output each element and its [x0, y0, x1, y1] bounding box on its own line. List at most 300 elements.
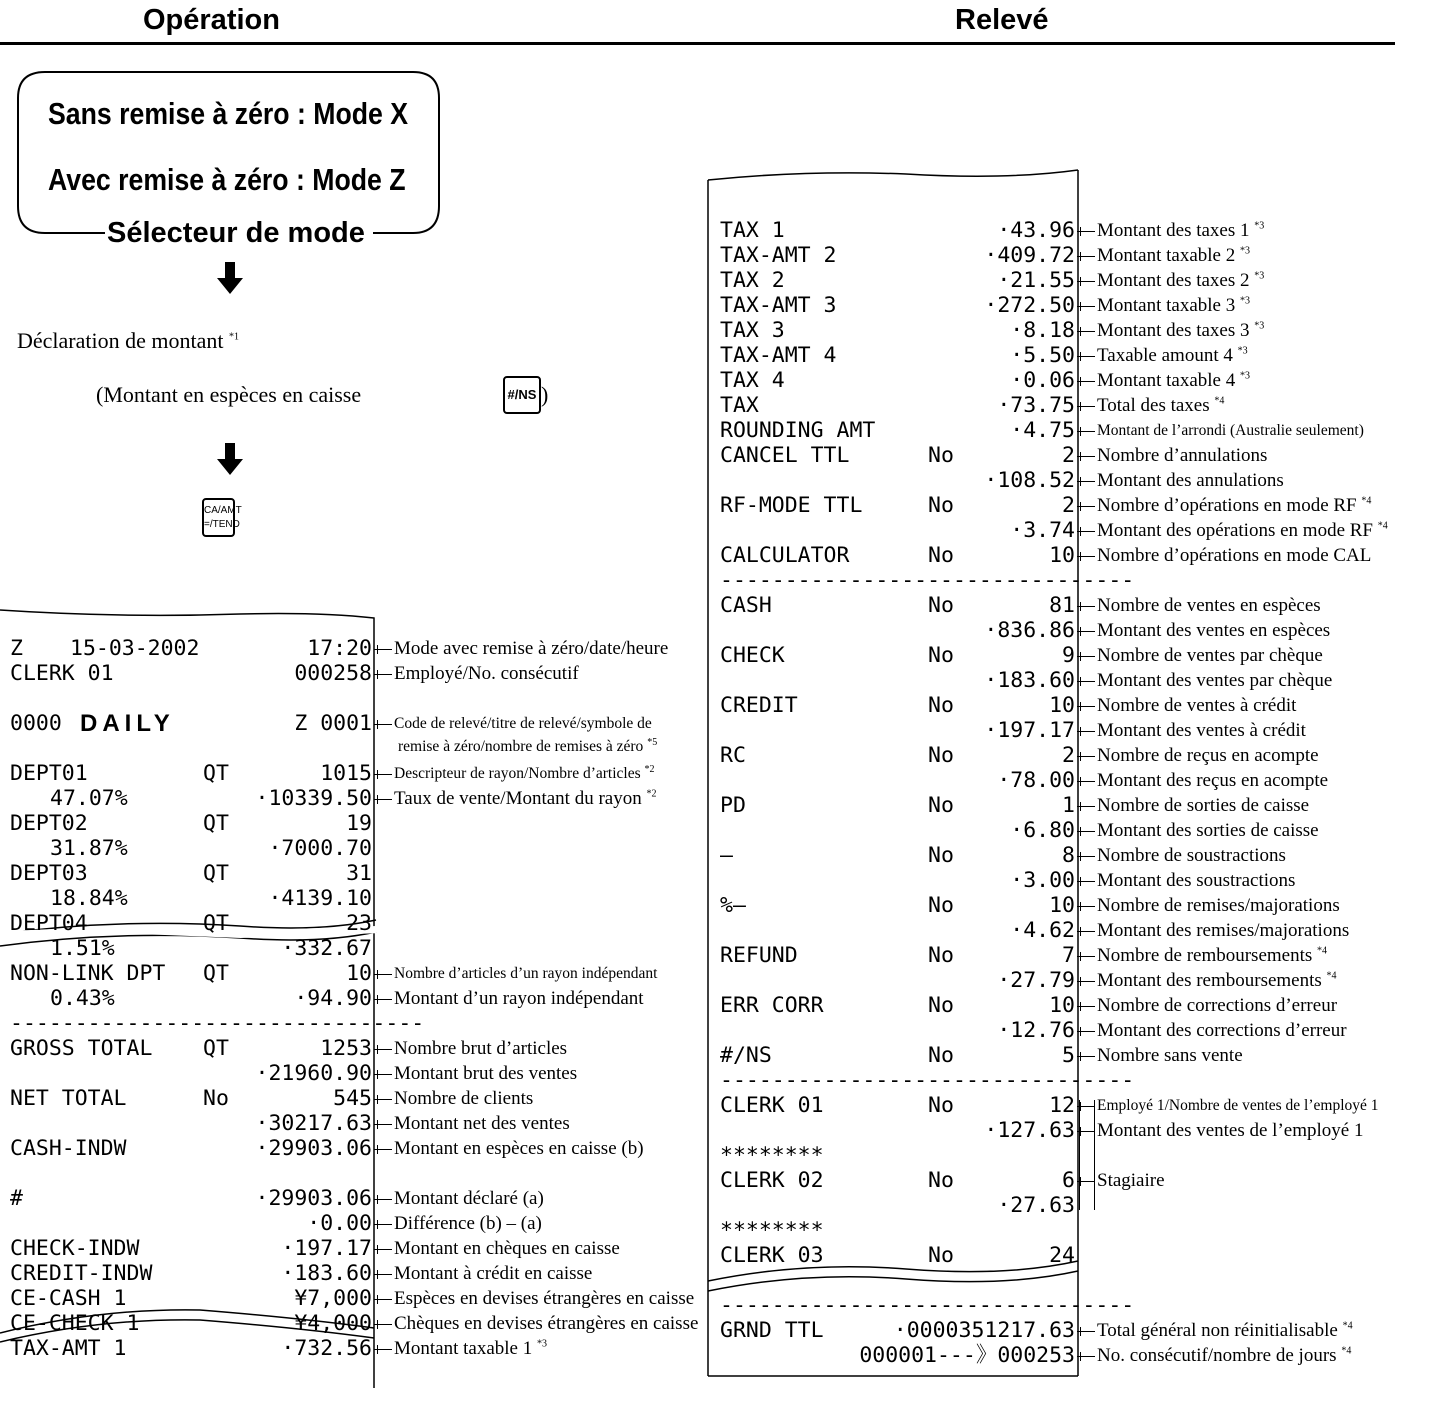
receipt-item-qualifier: No [928, 1168, 954, 1193]
receipt-item-label: ******** [720, 1143, 824, 1168]
receipt-item-value: 1 [1062, 793, 1075, 818]
receipt-item-label: CANCEL TTL [720, 443, 850, 468]
footnote-marker: *2 [644, 763, 655, 775]
annotation-label [394, 1261, 592, 1286]
annotation-text: Montant des remises/majorations [1097, 920, 1350, 941]
annotation-text: Montant des remboursements [1097, 970, 1322, 991]
receipt-row [10, 836, 372, 861]
annotation-label [1097, 343, 1248, 368]
annotation-text: Différence (b) – (a) [394, 1213, 542, 1234]
annotation-label [394, 986, 644, 1011]
annotation-text: Nombre de remboursements [1097, 945, 1313, 966]
annotation-text: Montant des reçus en acompte [1097, 770, 1329, 791]
annotation-text: Code de relevé/titre de relevé/symbole de [394, 715, 652, 732]
receipt-row [10, 861, 372, 886]
receipt-item-qualifier: QT [203, 761, 229, 786]
annotation-text: Montant des ventes par chèque [1097, 670, 1333, 691]
leader-tick [377, 970, 378, 979]
receipt-item-value: ·7000.70 [268, 836, 372, 861]
down-arrow-icon [215, 443, 245, 477]
footnote-marker: *4 [1342, 1320, 1353, 1332]
receipt-item-label: CLERK 03 [720, 1243, 824, 1268]
leader-tick [377, 995, 378, 1004]
annotation-label [1097, 293, 1250, 318]
receipt-item-value: 000258 [294, 661, 372, 686]
receipt-item-value: 17:20 [307, 636, 372, 661]
receipt-row [10, 811, 372, 836]
annotation-text: Montant des taxes 1 [1097, 220, 1250, 241]
receipt-item-label: CASH-INDW [10, 1136, 127, 1161]
annotation-label [394, 1211, 542, 1236]
receipt-item-value: ·10339.50 [255, 786, 372, 811]
receipt-item-value: ·197.17 [984, 718, 1075, 743]
receipt-item-qualifier: No [928, 643, 954, 668]
annotation-text: Montant des annulations [1097, 470, 1284, 491]
annotation-label [1097, 693, 1296, 718]
receipt-item-value: ·8.18 [1010, 318, 1075, 343]
annotation-text: Montant taxable 1 [394, 1338, 533, 1359]
annotation-label [394, 711, 652, 736]
receipt-divider: -------------------------------- [720, 1068, 1135, 1093]
receipt-item-value: ·27.79 [997, 968, 1075, 993]
receipt-item-value: ·409.72 [984, 243, 1075, 268]
footnote-marker: *1 [228, 331, 239, 343]
leader-tick [377, 720, 378, 729]
leader-tick [377, 1145, 378, 1154]
receipt-item-label: CASH [720, 593, 772, 618]
annotation-text: Descripteur de rayon/Nombre d’articles [394, 765, 641, 782]
receipt-item-value: 31 [346, 861, 372, 886]
annotation-text: Taxable amount 4 [1097, 345, 1233, 366]
receipt-row [10, 1061, 372, 1086]
annotation-label [394, 1286, 694, 1311]
receipt-item-label: PD [720, 793, 746, 818]
receipt-item-qualifier: No [928, 693, 954, 718]
annotation-label [394, 1061, 577, 1086]
footnote-marker: *4 [1377, 520, 1388, 532]
annotation-label [1097, 818, 1319, 843]
receipt-row [10, 1186, 372, 1211]
receipt-item-label: ROUNDING AMT [720, 418, 876, 443]
annotation-label [1097, 743, 1319, 768]
receipt-item-label: 1.51% [50, 936, 115, 961]
annotation-text: Employé 1/Nombre de ventes de l’employé 1 [1097, 1097, 1379, 1114]
annotation-text: Chèques en devises étrangères en caisse [394, 1313, 699, 1334]
receipt-item-label: TAX-AMT 3 [720, 293, 837, 318]
receipt-item-qualifier: No [928, 893, 954, 918]
footnote-marker: *2 [646, 788, 657, 800]
receipt-item-value: 23 [346, 911, 372, 936]
footnote-marker: *4 [1317, 945, 1328, 957]
receipt-item-value: ·4.62 [1010, 918, 1075, 943]
receipt-row [10, 1211, 372, 1236]
receipt-item-label: CLERK 01 [10, 661, 114, 686]
annotation-text: Nombre sans vente [1097, 1045, 1243, 1066]
annotation-label [1097, 768, 1328, 793]
receipt-item-label: REFUND [720, 943, 798, 968]
footnote-marker: *4 [1326, 970, 1337, 982]
receipt-item-value: ·30217.63 [255, 1111, 372, 1136]
receipt-item-value: ·21.55 [997, 268, 1075, 293]
receipt-item-label: %– [720, 893, 746, 918]
receipt-item-label: DEPT02 [10, 811, 88, 836]
receipt-row [10, 711, 372, 736]
receipt-item-label: CREDIT-INDW [10, 1261, 153, 1286]
receipt-item-value: ¥7,000 [294, 1286, 372, 1311]
cash-in-drawer-step [96, 382, 361, 407]
receipt-item-qualifier: No [928, 443, 954, 468]
ca-amt-tend-key[interactable] [202, 498, 242, 537]
header-releve: Relevé [955, 4, 1049, 36]
annotation-text: Nombre d’annulations [1097, 445, 1268, 466]
annotation-text: Montant taxable 4 [1097, 370, 1236, 391]
receipt-item-qualifier: QT [203, 811, 229, 836]
annotation-label [1097, 1318, 1353, 1343]
receipt-item-label: ******** [720, 1218, 824, 1243]
receipt-row [10, 961, 372, 986]
receipt-item-value: ·73.75 [997, 393, 1075, 418]
receipt-item-label: Z [10, 636, 23, 661]
footnote-marker: *3 [1240, 370, 1250, 382]
annotation-label [394, 1111, 570, 1136]
trainee-bracket [1079, 1100, 1095, 1210]
annotation-label [394, 1136, 644, 1161]
receipt-divider: -------------------------------- [720, 568, 1135, 593]
receipt-item-label: TAX [720, 393, 759, 418]
annotation-label [1097, 618, 1330, 643]
annotation-text: Nombre de ventes par chèque [1097, 645, 1323, 666]
receipt-item-label: RC [720, 743, 746, 768]
annotation-text: Espèces en devises étrangères en caisse [394, 1288, 695, 1309]
annotation-text: Montant net des ventes [394, 1113, 570, 1134]
receipt-item-label: CALCULATOR [720, 543, 850, 568]
receipt-item-value: 10 [1049, 693, 1075, 718]
annotation-text: Montant brut des ventes [394, 1063, 578, 1084]
receipt-item-label: CLERK 01 [720, 1093, 824, 1118]
annotation-label [1097, 793, 1309, 818]
annotation-label [394, 761, 654, 786]
annotation-label [1097, 318, 1264, 343]
leader-tick [377, 645, 378, 654]
annotation-text: Nombre de reçus en acompte [1097, 745, 1319, 766]
receipt-row [10, 986, 372, 1011]
annotation-text: Employé/No. consécutif [394, 663, 579, 684]
annotation-text: Montant d’un rayon indépendant [394, 988, 644, 1009]
footnote-marker: *4 [1341, 1345, 1352, 1357]
leader-tick [377, 1245, 378, 1254]
ns-key-label: #/NS [507, 387, 537, 402]
receipt-item-label: TAX-AMT 1 [10, 1336, 127, 1361]
right-receipt-break [706, 1255, 1086, 1295]
ca-key-top: CA/AMT [204, 505, 242, 516]
footnote-marker: *3 [1254, 270, 1265, 282]
annotation-label [394, 786, 656, 811]
annotation-label [1097, 218, 1264, 243]
annotation-label [394, 961, 657, 986]
annotation-text: Stagiaire [1097, 1170, 1165, 1191]
annotation-text: Montant en chèques en caisse [394, 1238, 620, 1259]
receipt-item-value: ·183.60 [984, 668, 1075, 693]
receipt-item-value: ·197.17 [281, 1236, 372, 1261]
receipt-item-label: CHECK-INDW [10, 1236, 140, 1261]
mode-z-line: Avec remise à zéro : Mode Z [48, 162, 406, 197]
annotation-label [1097, 1018, 1347, 1043]
annotation-label [1097, 543, 1371, 568]
receipt-item-qualifier: QT [203, 911, 229, 936]
receipt-item-value: ·5.50 [1010, 343, 1075, 368]
annotation-text: Total général non réinitialisable [1097, 1320, 1338, 1341]
annotation-text: Taux de vente/Montant du rayon [394, 788, 642, 809]
annotation-label [1097, 943, 1327, 968]
annotation-label [1097, 368, 1250, 393]
receipt-item-value: 9 [1062, 643, 1075, 668]
receipt-item-label: TAX 3 [720, 318, 785, 343]
receipt-item-qualifier: No [928, 1043, 954, 1068]
receipt-item-label: NON-LINK DPT [10, 961, 166, 986]
receipt-item-qualifier: No [928, 843, 954, 868]
receipt-item-value: ·108.52 [984, 468, 1075, 493]
annotation-label [1097, 893, 1340, 918]
annotation-label [1097, 1168, 1165, 1193]
receipt-row [10, 786, 372, 811]
receipt-item-value: ·127.63 [984, 1118, 1075, 1143]
leader-tick [377, 770, 378, 779]
receipt-item-value: ·3.74 [1010, 518, 1075, 543]
receipt-item-value: ·4.75 [1010, 418, 1075, 443]
annotation-label [1097, 1093, 1379, 1118]
receipt-item-label: 18.84% [50, 886, 128, 911]
receipt-item-qualifier: DAILY [80, 710, 175, 737]
receipt-item-label: GRND TTL [720, 1318, 824, 1343]
annotation-label [1097, 593, 1321, 618]
receipt-item-qualifier: QT [203, 1036, 229, 1061]
leader-tick [377, 1095, 378, 1104]
annotation-label [394, 1311, 698, 1336]
down-arrow-icon [215, 262, 245, 296]
receipt-item-value: ·21960.90 [255, 1061, 372, 1086]
receipt-item-label: TAX 2 [720, 268, 785, 293]
receipt-item-label: CE-CASH 1 [10, 1286, 127, 1311]
receipt-row [10, 1261, 372, 1286]
cash-in-drawer-label: (Montant en espèces en caisse [96, 382, 362, 407]
annotation-label [1097, 968, 1337, 993]
annotation-label [1097, 468, 1284, 493]
receipt-row [10, 661, 372, 686]
annotation-label [394, 636, 668, 661]
receipt-item-qualifier: No [928, 593, 954, 618]
receipt-item-value: ·0.00 [307, 1211, 372, 1236]
receipt-item-value: ·29903.06 [255, 1186, 372, 1211]
receipt-item-label: GROSS TOTAL [10, 1036, 153, 1061]
annotation-text: Nombre de clients [394, 1088, 534, 1109]
annotation-label [1097, 718, 1306, 743]
annotation-text: Nombre brut d’articles [394, 1038, 568, 1059]
receipt-row [10, 761, 372, 786]
receipt-item-label: NET TOTAL [10, 1086, 127, 1111]
leader-tick [377, 795, 378, 804]
annotation-label [394, 1336, 547, 1361]
receipt-item-label: CE-CHECK 1 [10, 1311, 140, 1336]
receipt-item-value: ·94.90 [294, 986, 372, 1011]
leader-tick [377, 1270, 378, 1279]
annotation-text: Montant en espèces en caisse (b) [394, 1138, 644, 1159]
receipt-item-value: 81 [1049, 593, 1075, 618]
annotation-text: remise à zéro/nombre de remises à zéro [398, 738, 644, 755]
annotation-label [1097, 993, 1337, 1018]
receipt-item-value: 2 [1062, 443, 1075, 468]
annotation-text: Montant des sorties de caisse [1097, 820, 1319, 841]
receipt-item-value: ·12.76 [997, 1018, 1075, 1043]
leader-tick [377, 1045, 378, 1054]
annotation-text: Montant à crédit en caisse [394, 1263, 593, 1284]
receipt-item-qualifier: No [928, 793, 954, 818]
annotation-text: Nombre d’opérations en mode RF [1097, 495, 1357, 516]
receipt-item-qualifier: No [928, 943, 954, 968]
receipt-item-value: 19 [346, 811, 372, 836]
footnote-marker: *4 [1214, 395, 1225, 407]
annotation-label [1097, 493, 1371, 518]
receipt-item-label: DEPT01 [10, 761, 88, 786]
annotation-label [1097, 1343, 1351, 1368]
ca-key-bottom: =/TEND [204, 519, 240, 530]
annotation-text: Montant de l’arrondi (Australie seulement) [1097, 422, 1364, 439]
receipt-item-label: TAX-AMT 2 [720, 243, 837, 268]
annotation-text: Montant des taxes 2 [1097, 270, 1250, 291]
receipt-item-label: # [10, 1186, 23, 1211]
leader-tick [377, 1195, 378, 1204]
receipt-item-value: 10 [346, 961, 372, 986]
receipt-item-label: 0.43% [50, 986, 115, 1011]
receipt-item-qualifier: QT [203, 861, 229, 886]
annotation-text: Total des taxes [1097, 395, 1210, 416]
receipt-item-label: TAX-AMT 4 [720, 343, 837, 368]
receipt-item-value: 2 [1062, 493, 1075, 518]
receipt-item-value: ·78.00 [997, 768, 1075, 793]
ns-key[interactable] [503, 376, 541, 414]
annotation-label [1097, 268, 1264, 293]
receipt-item-qualifier: ·0000351217.63 [893, 1318, 1075, 1343]
leader-tick [377, 670, 378, 679]
annotation-label [1097, 643, 1323, 668]
annotation-text: Montant des taxes 3 [1097, 320, 1250, 341]
receipt-row [10, 1311, 372, 1336]
receipt-row [10, 1036, 372, 1061]
footnote-marker: *3 [1254, 320, 1265, 332]
close-paren: ) [541, 382, 549, 407]
annotation-text: Nombre de remises/majorations [1097, 895, 1340, 916]
header-operation: Opération [143, 4, 280, 36]
receipt-item-value: ·836.86 [984, 618, 1075, 643]
receipt-item-value: 10 [1049, 893, 1075, 918]
receipt-row [10, 1286, 372, 1311]
annotation-text: Nombre de ventes en espèces [1097, 595, 1321, 616]
receipt-item-label: CLERK 02 [720, 1168, 824, 1193]
receipt-item-value: ¥4,000 [294, 1311, 372, 1336]
receipt-item-value: ·27.63 [997, 1193, 1075, 1218]
receipt-item-qualifier: No [928, 1243, 954, 1268]
annotation-label [394, 1186, 544, 1211]
receipt-item-value: 10 [1049, 543, 1075, 568]
receipt-item-value: ·272.50 [984, 293, 1075, 318]
annotation-text: Montant déclaré (a) [394, 1188, 544, 1209]
receipt-item-value: 5 [1062, 1043, 1075, 1068]
receipt-item-label: CHECK [720, 643, 785, 668]
footnote-marker: *3 [1254, 220, 1265, 232]
mode-x-line: Sans remise à zéro : Mode X [48, 96, 409, 131]
receipt-item-value: ·4139.10 [268, 886, 372, 911]
receipt-row [10, 1111, 372, 1136]
annotation-text: Montant des soustractions [1097, 870, 1296, 891]
annotation-label [398, 734, 657, 759]
declaration-label: Déclaration de montant [17, 328, 224, 353]
receipt-item-label: ERR CORR [720, 993, 824, 1018]
receipt-row [10, 1136, 372, 1161]
annotation-text: Montant des opérations en mode RF [1097, 520, 1373, 541]
annotation-label [1097, 918, 1349, 943]
receipt-item-label: DEPT04 [10, 911, 88, 936]
receipt-item-qualifier: No [928, 993, 954, 1018]
receipt-item-qualifier: No [928, 1093, 954, 1118]
footnote-marker: *4 [1361, 495, 1372, 507]
receipt-item-value: Z 0001 [294, 711, 372, 736]
receipt-item-value: 1253 [320, 1036, 372, 1061]
receipt-item-qualifier: No [928, 493, 954, 518]
footnote-marker: *3 [1237, 345, 1248, 357]
annotation-label [394, 1036, 567, 1061]
receipt-item-value: 7 [1062, 943, 1075, 968]
receipt-item-value: 6 [1062, 1168, 1075, 1193]
annotation-label [1097, 668, 1332, 693]
annotation-text: Nombre de sorties de caisse [1097, 795, 1310, 816]
footnote-marker: *3 [1240, 245, 1250, 257]
receipt-item-value: ·29903.06 [255, 1136, 372, 1161]
leader-tick [377, 1120, 378, 1129]
annotation-label [1097, 1043, 1243, 1068]
receipt-divider: -------------------------------- [10, 1011, 425, 1036]
receipt-item-value: 545 [333, 1086, 372, 1111]
receipt-item-qualifier: No [203, 1086, 229, 1111]
receipt-item-value: ·3.00 [1010, 868, 1075, 893]
receipt-item-qualifier: QT [203, 961, 229, 986]
receipt-item-label: DEPT03 [10, 861, 88, 886]
receipt-row [10, 1336, 372, 1361]
annotation-text: Nombre d’opérations en mode CAL [1097, 545, 1372, 566]
receipt-item-value: 12 [1049, 1093, 1075, 1118]
annotation-text: Montant des corrections d’erreur [1097, 1020, 1347, 1041]
annotation-label [394, 661, 579, 686]
receipt-row [10, 1236, 372, 1261]
annotation-label [394, 1086, 533, 1111]
receipt-row [10, 936, 372, 961]
leader-tick [377, 1345, 378, 1354]
annotation-text: Nombre de ventes à crédit [1097, 695, 1297, 716]
annotation-text: Mode avec remise à zéro/date/heure [394, 638, 669, 659]
annotation-label [1097, 1118, 1363, 1143]
receipt-item-qualifier: No [928, 743, 954, 768]
receipt-item-qualifier: 000001---》000253 [859, 1343, 1075, 1368]
receipt-item-label: RF-MODE TTL [720, 493, 863, 518]
annotation-text: No. consécutif/nombre de jours [1097, 1345, 1337, 1366]
leader-tick [377, 1320, 378, 1329]
annotation-label [1097, 418, 1364, 443]
receipt-item-label: TAX 4 [720, 368, 785, 393]
annotation-text: Nombre d’articles d’un rayon indépendant [394, 965, 658, 982]
annotation-text: Montant taxable 2 [1097, 245, 1236, 266]
receipt-item-value: ·6.80 [1010, 818, 1075, 843]
footnote-marker: *5 [647, 736, 658, 748]
footnote-marker: *3 [537, 1338, 547, 1350]
annotation-label [394, 1236, 620, 1261]
